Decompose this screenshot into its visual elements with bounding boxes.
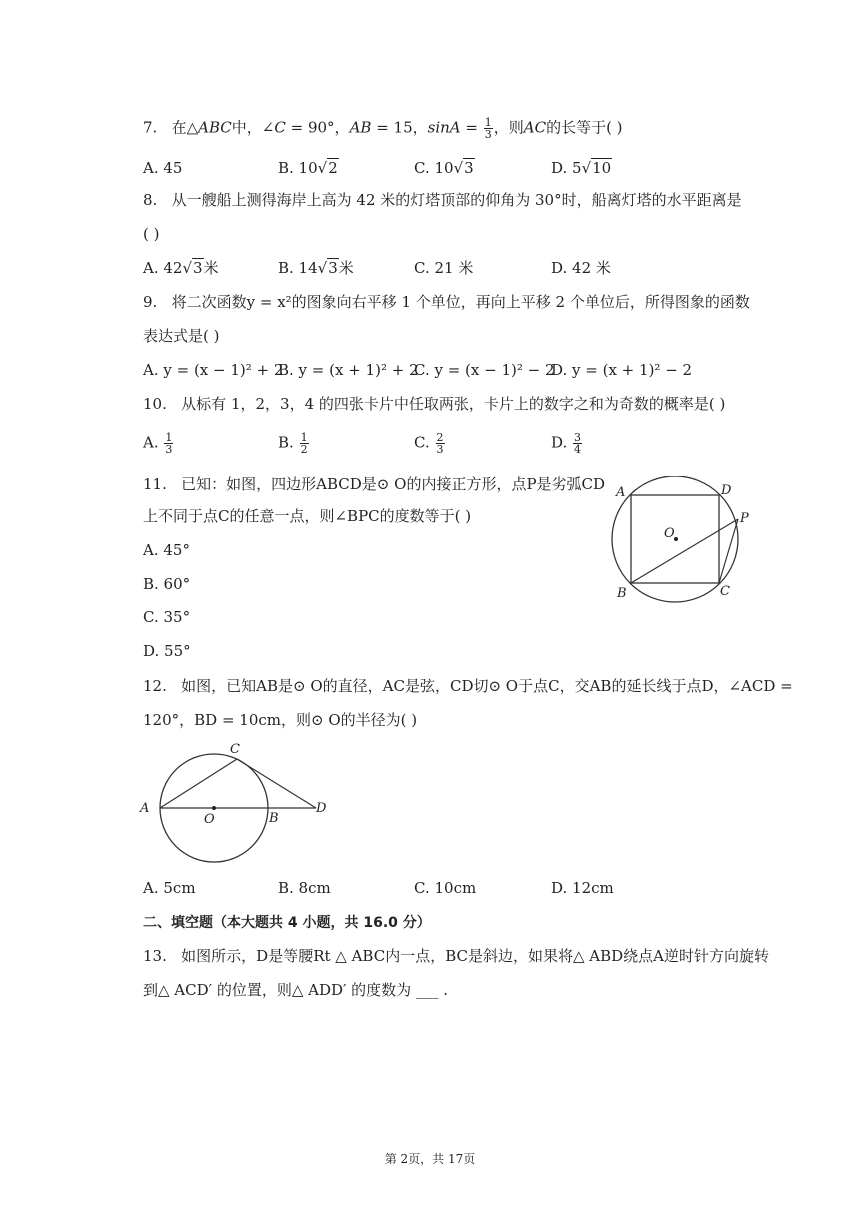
label-b: B [617, 586, 627, 601]
q13-stem-cont: 到△ ACD′ 的位置，则△ ADD′ 的度数为 ___ . [143, 981, 448, 999]
q11-option-a[interactable]: A. 45° [143, 541, 190, 559]
q7-option-a[interactable]: A. 45 [143, 159, 183, 177]
q11-option-d[interactable]: D. 55° [143, 642, 191, 660]
q8-stem-cont: ( ) [143, 225, 160, 243]
q8-option-c[interactable]: C. 21 米 [414, 259, 474, 277]
label-d: D [316, 801, 327, 816]
q9-option-a[interactable]: A. y = (x − 1)² + 2 [143, 361, 284, 379]
label-d: D [721, 483, 732, 498]
label-o: O [664, 526, 675, 541]
q10-option-a[interactable]: A. $\frac{1}{3}$ [143, 431, 173, 456]
q12-figure [136, 738, 336, 866]
q8-option-a[interactable]: A. 42√3米 [143, 259, 219, 277]
q11-stem: 11. 已知：如图，四边形ABCD是⊙ O的内接正方形，点P是劣弧CD [143, 475, 606, 493]
q10-option-b[interactable]: B. $\frac{1}{2}$ [278, 431, 308, 456]
q12-stem-cont: 120°，BD = 10cm，则⊙ O的半径为( ) [143, 711, 418, 729]
q11-option-b[interactable]: B. 60° [143, 575, 191, 593]
center-dot [212, 806, 216, 810]
q9-option-c[interactable]: C. y = (x − 1)² − 2 [414, 361, 555, 379]
label-c: C [230, 742, 240, 757]
label-b: B [269, 811, 279, 826]
q13-stem: 13. 如图所示，D是等腰Rt △ ABC内一点，BC是斜边，如果将△ ABD绕点A逆时针方向旋转 [143, 947, 770, 965]
fraction: $\frac{1}{3}$ [484, 116, 492, 141]
q12-stem: 12. 如图，已知AB是⊙ O的直径，AC是弦，CD切⊙ O于点C，交AB的延长线于点D，∠ACD = [143, 677, 793, 695]
q11-figure [600, 476, 770, 611]
q12-option-d[interactable]: D. 12cm [551, 879, 614, 897]
label-a: A [140, 801, 150, 816]
label-c: C [720, 584, 730, 599]
q12-option-b[interactable]: B. 8cm [278, 879, 331, 897]
q8-option-d[interactable]: D. 42 米 [551, 259, 611, 277]
q7-option-d[interactable]: D. 5√10 [551, 159, 612, 177]
section-heading: 二、填空题（本大题共 4 小题，共 16.0 分） [143, 915, 431, 931]
q7-option-c[interactable]: C. 10√3 [414, 159, 474, 177]
q7-option-b[interactable]: B. 10√2 [278, 159, 338, 177]
q10-stem: 10. 从标有 1，2，3，4 的四张卡片中任取两张，卡片上的数字之和为奇数的概率是( ) [143, 395, 726, 413]
segment-ac [160, 759, 237, 808]
label-p: P [740, 511, 749, 526]
q12-option-c[interactable]: C. 10cm [414, 879, 477, 897]
page-footer: 第 2页，共 17页 [384, 1152, 476, 1166]
q9-option-b[interactable]: B. y = (x + 1)² + 2 [278, 361, 419, 379]
q8-stem: 8. 从一艘船上测得海岸上高为 42 米的灯塔顶部的仰角为 30°时，船离灯塔的水平距离是 [143, 191, 742, 209]
q7-stem: 7. 在△ABC中，∠C = 90°，AB = 15，sinA = $\frac{1}{3}$ ，则AC的长等于( ) [143, 116, 623, 141]
q9-option-d[interactable]: D. y = (x + 1)² − 2 [551, 361, 693, 379]
q9-stem-cont: 表达式是( ) [143, 327, 220, 345]
label-a: A [616, 485, 626, 500]
label-o: O [204, 812, 215, 827]
q10-option-c[interactable]: C. $\frac{2}{3}$ [414, 431, 444, 456]
q10-option-d[interactable]: D. $\frac{3}{4}$ [551, 431, 582, 456]
q11-option-c[interactable]: C. 35° [143, 608, 191, 626]
q9-stem: 9. 将二次函数y = x²的图象向右平移 1 个单位，再向上平移 2 个单位后，所得图象的函数 [143, 293, 750, 311]
q12-option-a[interactable]: A. 5cm [143, 879, 196, 897]
q8-option-b[interactable]: B. 14√3米 [278, 259, 354, 277]
segment-cd [237, 759, 316, 808]
q11-stem-cont: 上不同于点C的任意一点，则∠BPC的度数等于( ) [143, 507, 472, 525]
